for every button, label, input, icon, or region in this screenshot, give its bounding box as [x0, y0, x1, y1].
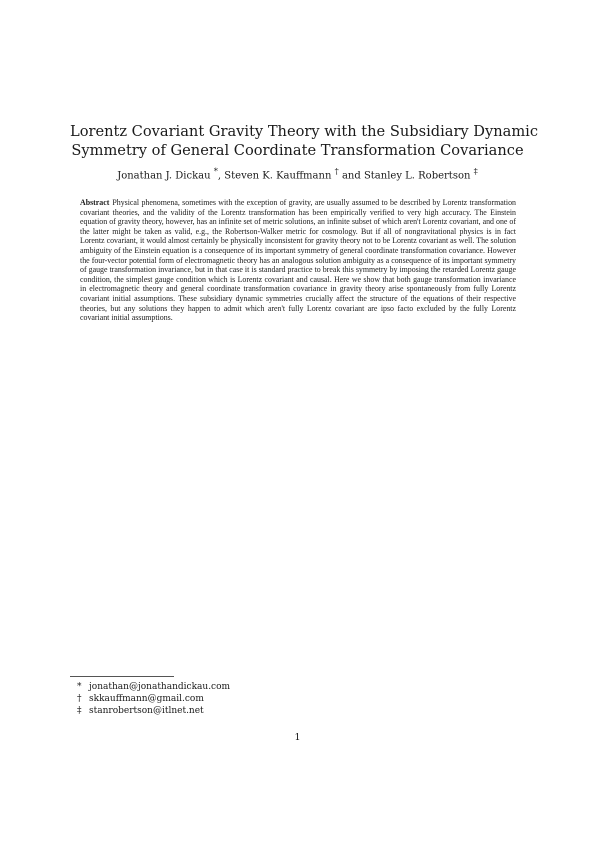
author-name: Jonathan J. Dickau — [117, 170, 211, 182]
author-list — [60, 165, 535, 182]
footnote — [77, 693, 230, 705]
page-number: 1 — [294, 732, 301, 743]
author-separator: and — [341, 170, 361, 182]
footnote-divider — [70, 676, 174, 677]
footnote-mark: ‡ — [77, 706, 82, 716]
author-footnote-mark: ‡ — [473, 166, 478, 176]
author-footnote-mark: * — [213, 166, 218, 176]
footnote-mark: † — [77, 694, 82, 704]
author-name: Stanley L. Robertson — [363, 170, 471, 182]
author-separator: , — [217, 170, 222, 182]
author-footnote-mark: † — [334, 166, 339, 176]
footnote — [77, 705, 230, 717]
paper-title — [70, 122, 539, 160]
author-name: Steven K. Kauffmann — [224, 170, 332, 182]
abstract-label: Abstract — [80, 198, 110, 207]
footnote-email: jonathan@jonathandickau.com — [89, 682, 231, 692]
footnote-email: stanrobertson@itlnet.net — [89, 706, 204, 716]
abstract-text: Physical phenomena, sometimes with the exception of gravity, are usually assumed to be described by Lorentz transformation covariant theories, and the validity of the Lorentz transformation has been empirically verified to very high accuracy. The Einstein equation of gravity theory, however, has an infinite set of metric solutions, an infinite subset of which aren't Lorentz covariant, and one of the latter might be taken as valid, e.g., the Robertson-Walker metric for cosmology. But if all of nongravitational physics is in fact Lorentz covariant, it would almost certainly be physically inconsistent for gravity theory not to be Lorentz covariant as well. The solution ambiguity of the Einstein equation is a consequence of its important symmetry of general coordinate transformation covariance. However the four-vector potential form of electromagnetic theory has an analogous solution ambiguity as a consequence of its important symmetry of gauge transformation invariance, but in that case it is standard practice to break this symmetry by imposing the retarded Lorentz gauge condition, the simplest gauge condition which is Lorentz covariant and causal. Here we show that both gauge transformation invariance in electromagnetic theory and general coordinate transformation covariance in gravity theory arise spontaneously from fully Lorentz covariant initial assumptions. These subsidiary dynamic symmetries crucially affect the structure of the equations of their respective theories, but any solutions they happen to admit which aren't fully Lorentz covariant are ipso facto excluded by the fully Lorentz covariant initial assumptions. — [80, 198, 516, 323]
title-line-2: Symmetry of General Coordinate Transformation Covariance — [71, 142, 524, 159]
title-line-1: Lorentz Covariant Gravity Theory with the Subsidiary Dynamic — [70, 123, 539, 140]
footnote-mark: * — [77, 682, 82, 692]
abstract — [80, 198, 516, 323]
footnote — [77, 681, 230, 693]
footnote-email: skkauffmann@gmail.com — [89, 694, 204, 704]
footnotes — [77, 681, 230, 717]
